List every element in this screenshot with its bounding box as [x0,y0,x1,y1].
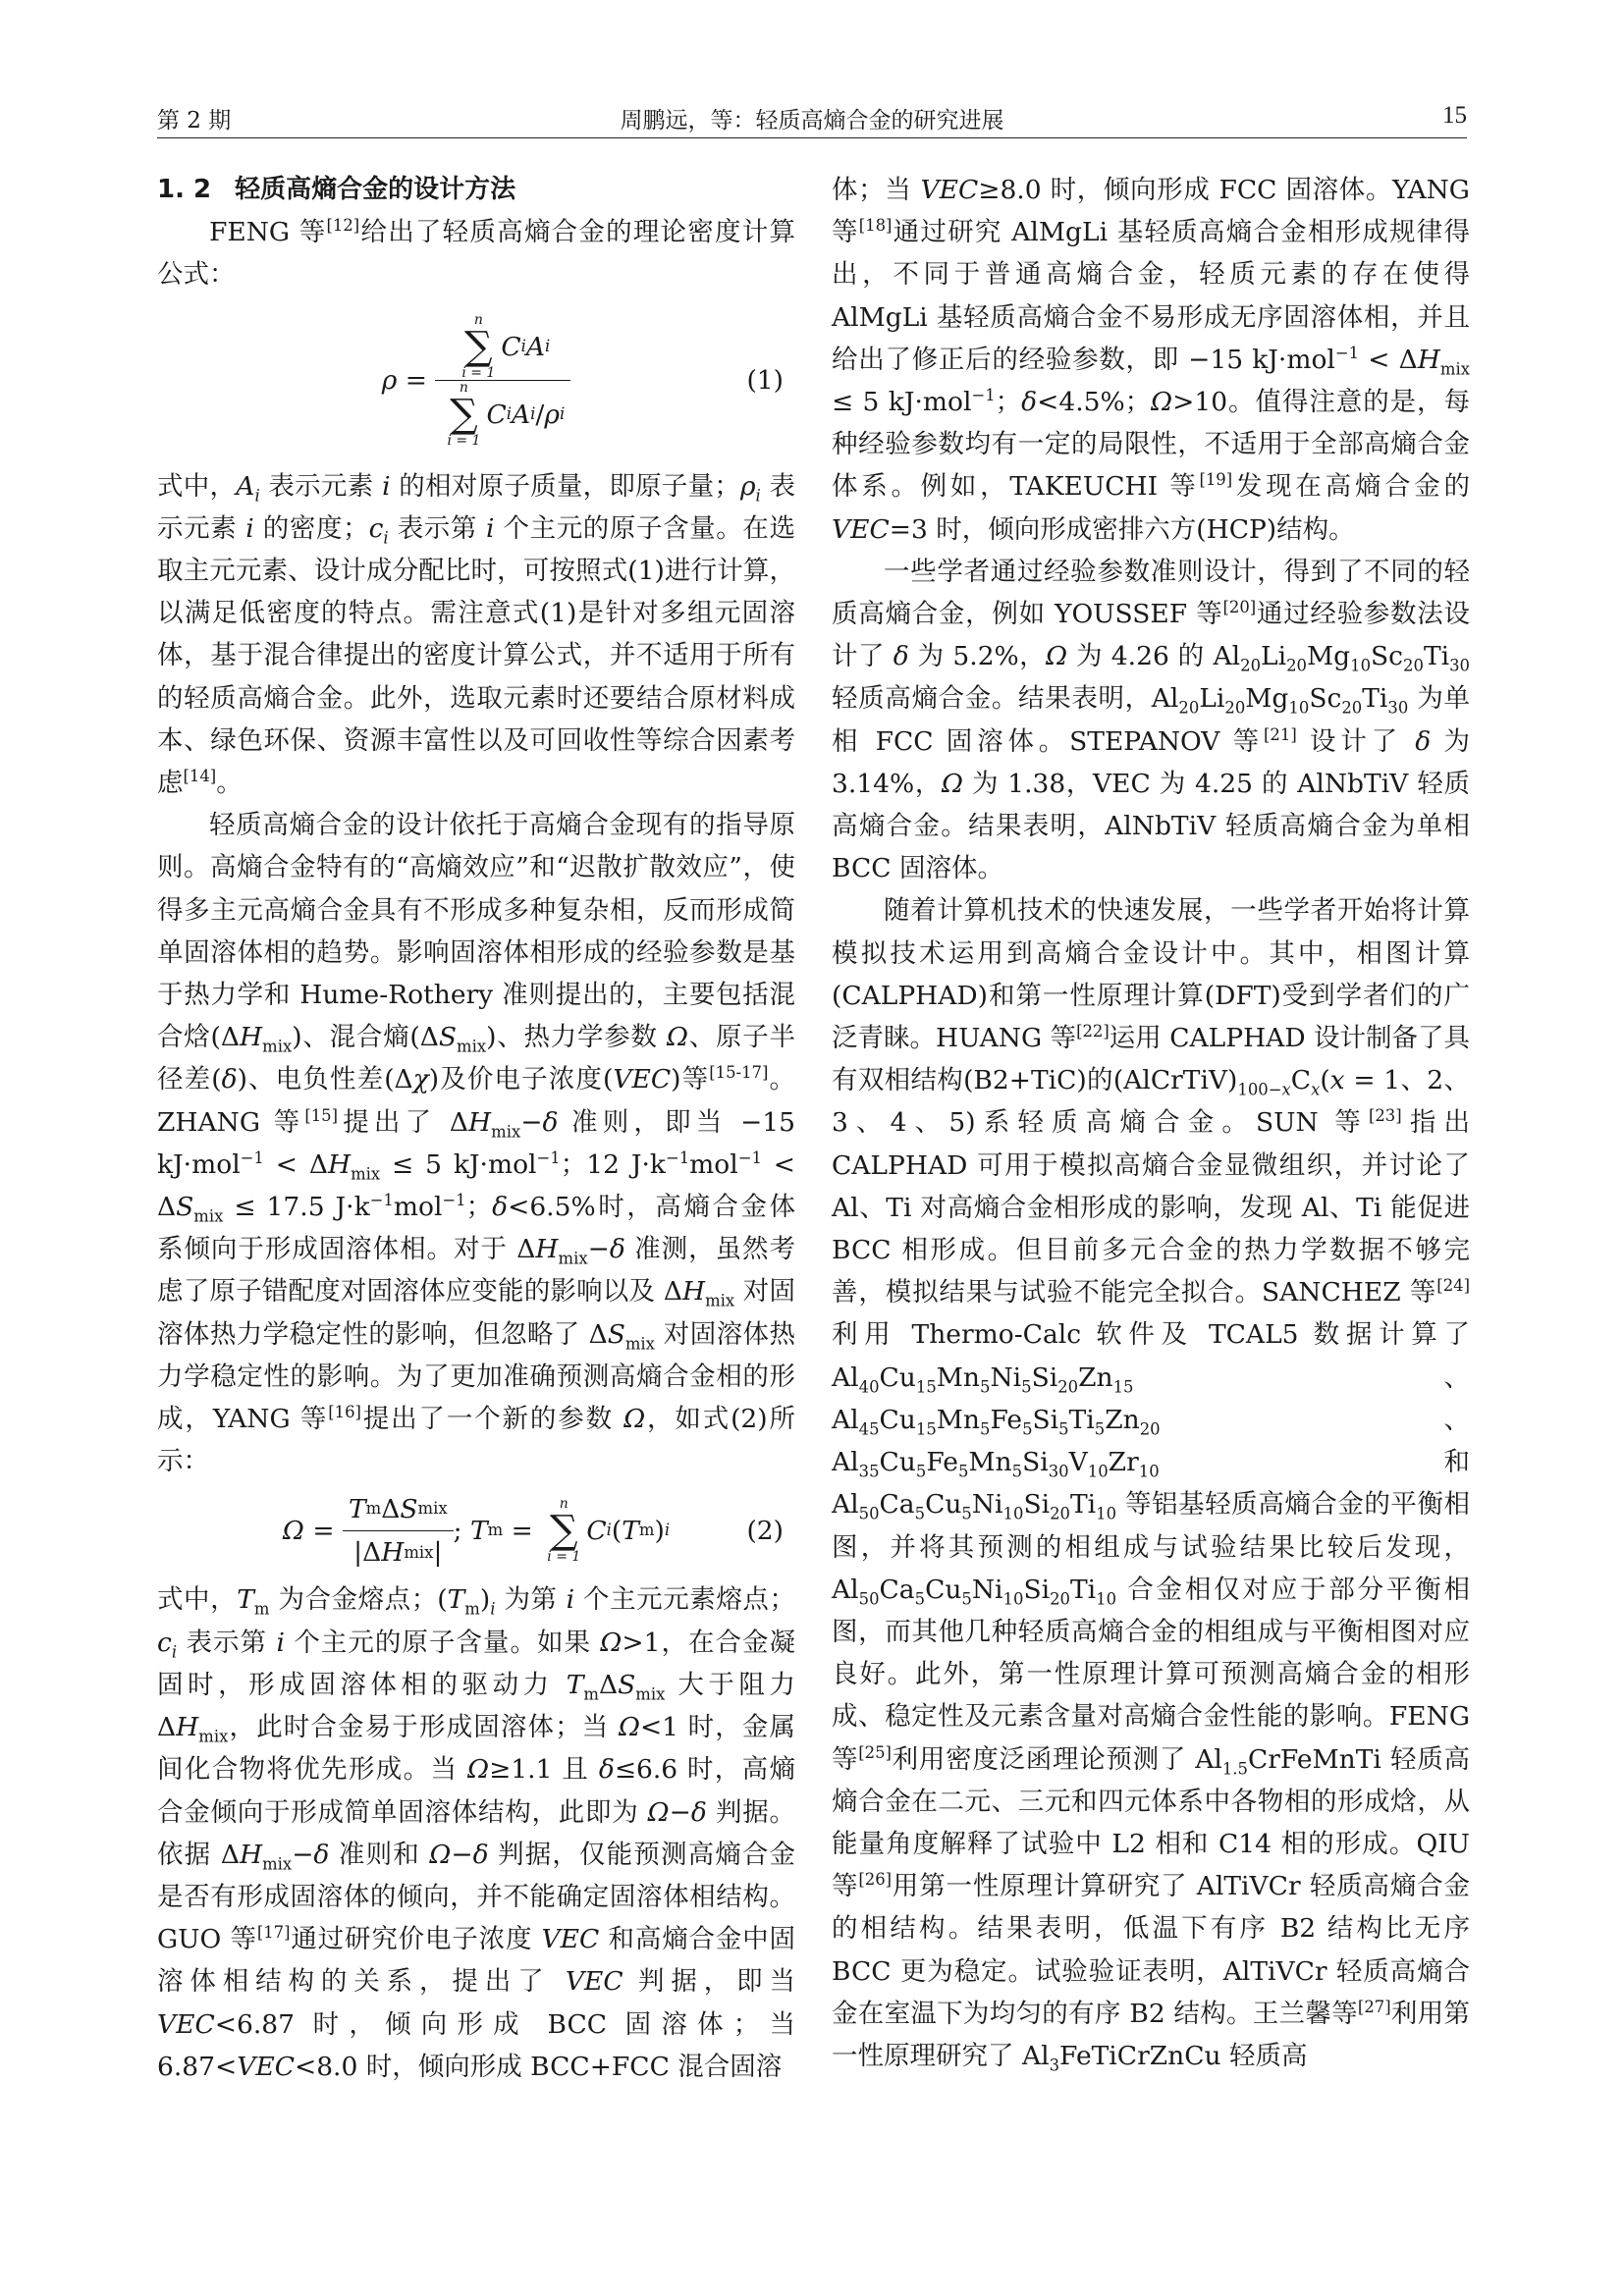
paragraph-6: 一些学者通过经验参数准则设计，得到了不同的轻质高熵合金，例如 YOUSSEF 等[20]通过经验参数法设计了 δ 为 5.2%，Ω 为 4.26 的 $Al_{20}Li_{20}Mg_{10}Sc_{20}Ti_{30}$ 轻质高熵合金。结果表明，$Al_{20}Li_{20}Mg_{10}Sc_{20}Ti_{30}$ 为单相 FCC 固溶体。STEPANOV 等[21] 设计了 δ 为 3.14%，Ω 为 1.38，VEC 为 4.25 的 AlNbTiV 轻质高熵合金。结果表明，AlNbTiV 轻质高熵合金为单相 BCC 固溶体。 [832,556,1470,884]
left-column [157,169,795,2088]
equation-2-label: (2) [746,1515,784,1546]
running-header [157,98,1467,138]
paragraph-5: 体；当 VEC≥8.0 时，倾向形成 FCC 固溶体。YANG 等[18]通过研究 AlMgLi 基轻质高熵合金相形成规律得出，不同于普通高熵合金，轻质元素的存在使得 AlMgLi 基轻质高熵合金不易形成无序固溶体相，并且给出了修正后的经验参数，即 −15 $kJ\cdot mol^{-1} < \Delta H_{mix} \le 5$ kJ·mol$^{-1}$；δ<4.5%；Ω>10。值得注意的是，每种经验参数均有一定的局限性，不适用于全部高熵合金体系。例如，TAKEUCHI 等[19]发现在高熵合金的 VEC=3 时，倾向形成密排六方(HCP)结构。 [832,175,1470,545]
issue-number: 第 2 期 [157,108,232,133]
paragraph-7: 随着计算机技术的快速发展，一些学者开始将计算模拟技术运用到高熵合金设计中。其中，相图计算(CALPHAD)和第一性原理计算(DFT)受到学者们的广泛青睐。HUANG 等[22]运用 CALPHAD 设计制备了具有双相结构(B2+TiC)的$(AlCrTiV)_{100-x}C_x(x = 1$、2、3、4、5)系轻质高熵合金。SUN 等[23]指出 CALPHAD 可用于模拟高熵合金显微组织，并讨论了 Al、Ti 对高熵合金相形成的影响，发现 Al、Ti 能促进 BCC 相形成。但目前多元合金的热力学数据不够完善，模拟结果与试验不能完全拟合。SANCHEZ 等[24]利用 Thermo-Calc 软件及 TCAL5 数据计算了 $Al_{40}Cu_{15}Mn_5Ni_5Si_{20}Zn_{15}$、$Al_{45}Cu_{15}Mn_5Fe_5Si_5Ti_5Zn_{20}$、$Al_{35}Cu_5Fe_5Mn_5Si_{30}V_{10}Zr_{10}$ 和 $Al_{50}Ca_5Cu_5Ni_{10}Si_{20}Ti_{10}$ 等铝基轻质高熵合金的平衡相图，并将其预测的相组成与试验结果比较后发现，$Al_{50}Ca_5Cu_5Ni_{10}Si_{20}Ti_{10}$ 合金相仅对应于部分平衡相图，而其他几种轻质高熵合金的相组成与平衡相图对应良好。此外，第一性原理计算可预测高熵合金的相形成、稳定性及元素含量对高熵合金性能的影响。FENG 等[25]利用密度泛函理论预测了 $Al_{1.5}CrFeMnTi$ 轻质高熵合金在二元、三元和四元体系中各物相的形成焓，从能量角度解释了试验中 L2 相和 C14 相的形成。QIU 等[26]用第一性原理计算研究了 AlTiVCr 轻质高熵合金的相结构。结果表明，低温下有序 B2 结构比无序 BCC 更为稳定。试验验证表明，AlTiVCr 轻质高熵合金在室温下为均匀的有序 B2 结构。王兰馨等[27]利用第一性原理研究了 $Al_3FeTiCrZnCu$ 轻质高 [832,895,1471,2075]
equation-2: Ω = T m Δ S mix |Δ H mix | ; T m = n ∑ i = 1 C i ( T m ) i (2) [282,1493,784,1568]
equation-1: ρ = n ∑ i = 1 C i A i n ∑ i = 1 C i A i / ρ i (1) [381,312,784,450]
paragraph-3: 轻质高熵合金的设计依托于高熵合金现有的指导原则。高熵合金特有的“高熵效应”和“迟散扩散效应”，使得多主元高熵合金具有不形成多种复杂相，反而形成简单固溶体相的趋势。影响固溶体相形成的经验参数是基于热力学和 Hume-Rothery 准则提出的，主要包括混合焓$(\Delta H_{mix})$、混合熵$(\Delta S_{mix})$、热力学参数 Ω、原子半径差(δ)、电负性差(Δχ)及价电子浓度(VEC)等[15-17]。ZHANG 等[15]提出了 $\Delta H_{mix}-\delta$ 准则，即当 −15 $kJ\cdot mol^{-1} < \Delta H_{mix} \le 5$ kJ·mol$^{-1}$；12 $J\cdot k^{-1}mol^{-1} < \Delta S_{mix} \le 17.5$ $J\cdot k^{-1}mol^{-1}$；δ<6.5%时，高熵合金体系倾向于形成固溶体相。对于 $\Delta H_{mix}-\delta$ 准测，虽然考虑了原子错配度对固溶体应变能的影响以及 $\Delta H_{mix}$ 对固溶体热力学稳定性的影响，但忽略了 $\Delta S_{mix}$ 对固溶体热力学稳定性的影响。为了更加准确预测高熵合金相的形成，YANG 等[16]提出了一个新的参数 Ω，如式(2)所示： [157,810,796,1477]
paragraph-1: FENG 等[12]给出了轻质高熵合金的理论密度计算公式： [157,216,796,291]
right-column [832,169,1470,2077]
section-heading: 1. 2 轻质高熵合金的设计方法 [157,175,516,204]
page-number: 15 [1442,102,1467,129]
running-title: 周鹏远，等：轻质高熵合金的研究进展 [620,108,1004,133]
equation-1-label: (1) [746,365,784,396]
paragraph-4: 式中，$T_m$ 为合金熔点；$(T_m)_i$ 为第 i 个主元元素熔点；$c_i$ 表示第 i 个主元的原子含量。如果 Ω>1，在合金凝固时，形成固溶体相的驱动力 $T_m\Delta S_{mix}$ 大于阻力 $\Delta H_{mix}$，此时合金易于形成固溶体；当 Ω<1 时，金属间化合物将优先形成。当 Ω≥1.1 且 δ≤6.6 时，高熵合金倾向于形成简单固溶体结构，此即为 Ω−δ 判据。依据 $\Delta H_{mix}-\delta$ 准则和 Ω−δ 判据，仅能预测高熵合金是否有形成固溶体的倾向，并不能确定固溶体相结构。GUO 等[17]通过研究价电子浓度 VEC 和高熵合金中固溶体相结构的关系，提出了 VEC 判据，即当 VEC<6.87 时，倾向形成 BCC 固溶体；当 6.87<VEC<8.0 时，倾向形成 BCC+FCC 混合固溶 [157,1584,795,2082]
paragraph-2: 式中，$A_i$ 表示元素 i 的相对原子质量，即原子量；$\rho_i$ 表示元素 i 的密度；$c_i$ 表示第 i 个主元的原子含量。在选取主元元素、设计成分配比时，可按照式(1)进行计算，以满足低密度的特点。需注意式(1)是针对多组元固溶体，基于混合律提出的密度计算公式，并不适用于所有的轻质高熵合金。此外，选取元素时还要结合原材料成本、绿色环保、资源丰富性以及可回收性等综合因素考虑[14]。 [157,470,795,799]
